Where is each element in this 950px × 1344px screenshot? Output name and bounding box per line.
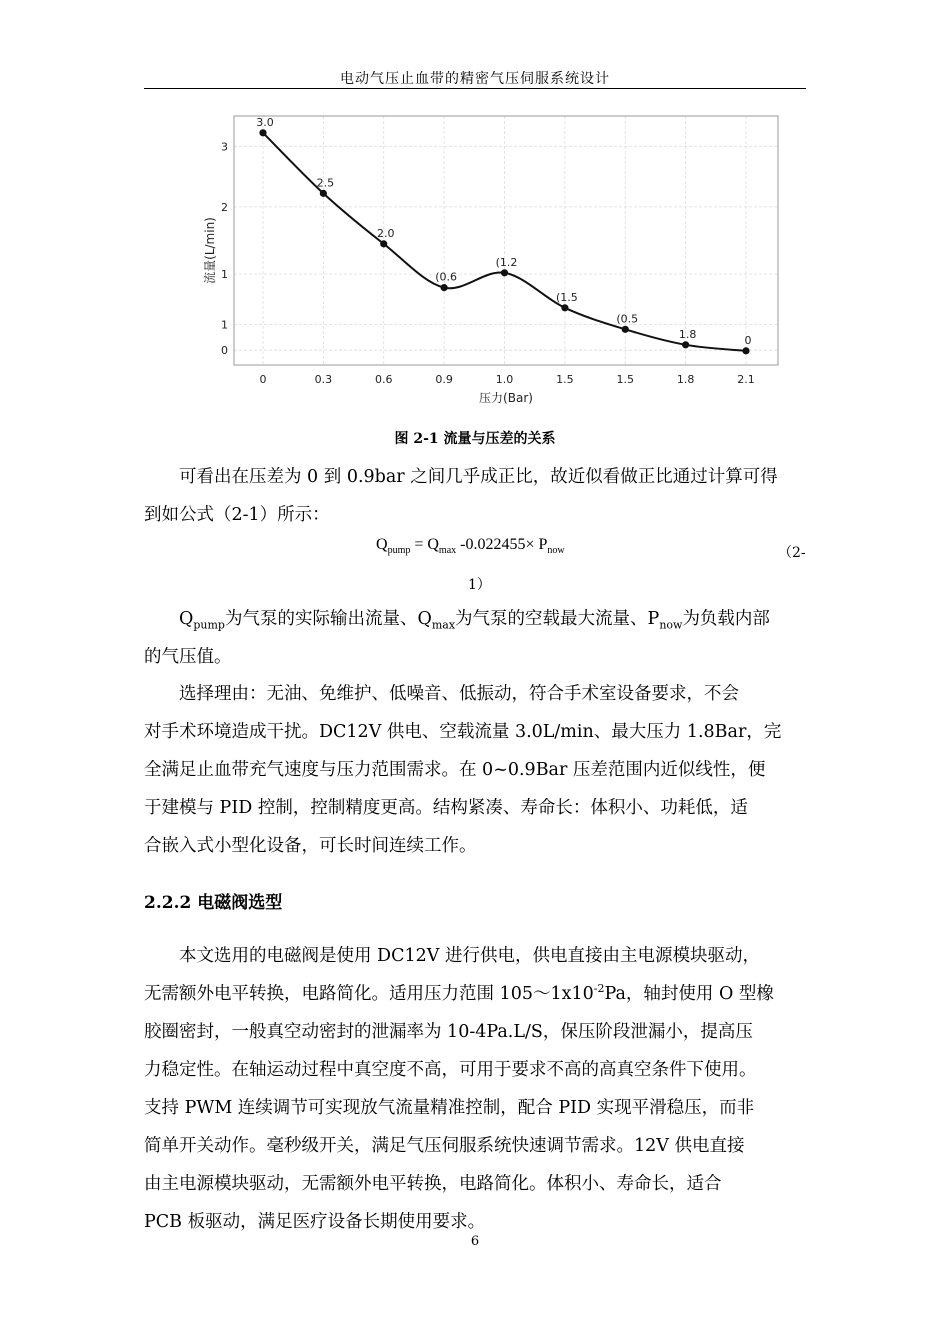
chart-svg: [196, 110, 790, 410]
y-axis-label: 流量(L/min): [203, 217, 217, 284]
y-tick-label: 3: [221, 140, 228, 154]
paragraph-3: [144, 675, 806, 865]
data-point: [441, 284, 448, 291]
paragraph-line: 支持 PWM 连续调节可实现放气流量精准控制，配合 PID 实现平滑稳压，而非: [144, 1098, 755, 1118]
paragraph-4: [144, 937, 806, 1241]
paragraph-2: [144, 600, 806, 676]
paragraph-line: 对手术环境造成干扰。DC12V 供电、空载流量 3.0L/min、最大压力 1.8Bar，完: [144, 722, 782, 742]
var-subscript: max: [431, 618, 456, 632]
text-run: 为负载内部: [682, 609, 770, 629]
data-point: [742, 347, 749, 354]
data-point: [320, 190, 327, 197]
data-label: 2.0: [377, 226, 395, 240]
formula-subscript: now: [547, 545, 565, 557]
paragraph-line: [144, 975, 806, 1013]
page-number: 6: [470, 1234, 480, 1249]
x-tick-label: 1.5: [616, 373, 634, 386]
x-tick-label: 2.1: [737, 373, 755, 386]
data-point: [380, 240, 387, 247]
x-tick-label: 0.6: [375, 373, 393, 386]
data-label: 2.5: [316, 176, 335, 190]
superscript: -2: [593, 982, 605, 996]
var-subscript: pump: [193, 618, 225, 632]
paragraph-line: 简单开关动作。毫秒级开关，满足气压伺服系统快速调节需求。12V 供电直接: [144, 1136, 745, 1156]
paragraph-line: 选择理由：无油、免维护、低噪音、低振动，符合手术室设备要求，不会: [179, 684, 739, 704]
y-tick-label: 0: [221, 344, 228, 358]
text-run: 为气泵的空载最大流量、P: [455, 609, 660, 629]
paragraph-line: 合嵌入式小型化设备，可长时间连续工作。: [144, 836, 477, 856]
data-point: [622, 326, 629, 333]
formula-subscript: pump: [387, 545, 411, 557]
data-point: [561, 304, 568, 311]
paragraph-line: 到如公式（2-1）所示：: [144, 505, 330, 525]
header-rule: [144, 88, 806, 89]
data-label: (0.6: [435, 270, 458, 284]
x-tick-label: 0.9: [435, 373, 453, 386]
x-axis-label: 压力(Bar): [479, 391, 533, 405]
x-tick-label: 1.0: [495, 373, 514, 386]
plot-frame: [234, 116, 778, 365]
data-label: 1.8: [678, 327, 697, 341]
data-point: [259, 129, 266, 136]
data-label: (1.2: [495, 255, 518, 269]
paragraph-line: 胶圈密封，一般真空动密封的泄漏率为 10-4Pa.L/S，保压阶段泄漏小，提高压: [144, 1022, 753, 1042]
formula-symbol: -0.022455× P: [456, 536, 548, 553]
data-label: (0.5: [616, 312, 639, 326]
x-tick-label: 0.3: [314, 373, 333, 386]
formula-symbol: = Q: [410, 536, 439, 553]
paragraph-line: 力稳定性。在轴运动过程中真空度不高，可用于要求不高的高真空条件下使用。: [144, 1060, 757, 1080]
x-tick-label: 1.8: [676, 373, 695, 386]
formula-2-1: [376, 536, 565, 557]
x-tick-label: 1.5: [556, 373, 574, 386]
y-tick-label: 2: [221, 200, 228, 214]
data-label: 3.0: [256, 115, 274, 129]
paragraph-line: [144, 600, 806, 638]
paragraph-line: 全满足止血带充气速度与压力范围需求。在 0~0.9Bar 压差范围内近似线性，便: [144, 760, 766, 780]
var-symbol: Q: [179, 609, 194, 629]
equation-number: （2-: [778, 545, 806, 561]
flow-pressure-chart: [196, 110, 790, 410]
figure-caption: 图 2-1 流量与压差的关系: [394, 431, 556, 447]
x-tick-label: 0: [259, 373, 267, 386]
paragraph-line: 的气压值。: [144, 647, 232, 667]
equation-number-cont: 1）: [468, 577, 491, 593]
var-subscript: now: [659, 618, 683, 632]
y-tick-label: 1: [221, 268, 228, 282]
y-tick-label: 1: [221, 318, 228, 332]
text-run: Pa，轴封使用 O 型橡: [604, 984, 774, 1004]
paragraph-line: 本文选用的电磁阀是使用 DC12V 进行供电，供电直接由主电源模块驱动，: [179, 946, 760, 966]
paragraph-line: PCB 板驱动，满足医疗设备长期使用要求。: [144, 1212, 486, 1232]
data-point: [682, 341, 689, 348]
formula-symbol: Q: [376, 536, 388, 553]
formula-subscript: max: [438, 545, 457, 557]
paragraph-line: 于建模与 PID 控制，控制精度更高。结构紧凑、寿命长：体积小、功耗低，适: [144, 798, 748, 818]
section-heading: 2.2.2 电磁阀选型: [144, 893, 283, 913]
paragraph-line: 由主电源模块驱动，无需额外电平转换，电路简化。体积小、寿命长，适合: [144, 1174, 722, 1194]
text-run: 为气泵的实际输出流量、Q: [224, 609, 432, 629]
paragraph-1: [144, 458, 806, 534]
data-label: 0: [744, 333, 752, 347]
data-label: (1.5: [555, 290, 578, 304]
data-point: [501, 269, 508, 276]
paragraph-line: 可看出在压差为 0 到 0.9bar 之间几乎成正比，故近似看做正比通过计算可得: [179, 467, 778, 487]
text-run: 无需额外电平转换，电路简化。适用压力范围 105～1x10: [144, 984, 594, 1004]
running-header: 电动气压止血带的精密气压伺服系统设计: [340, 71, 610, 87]
